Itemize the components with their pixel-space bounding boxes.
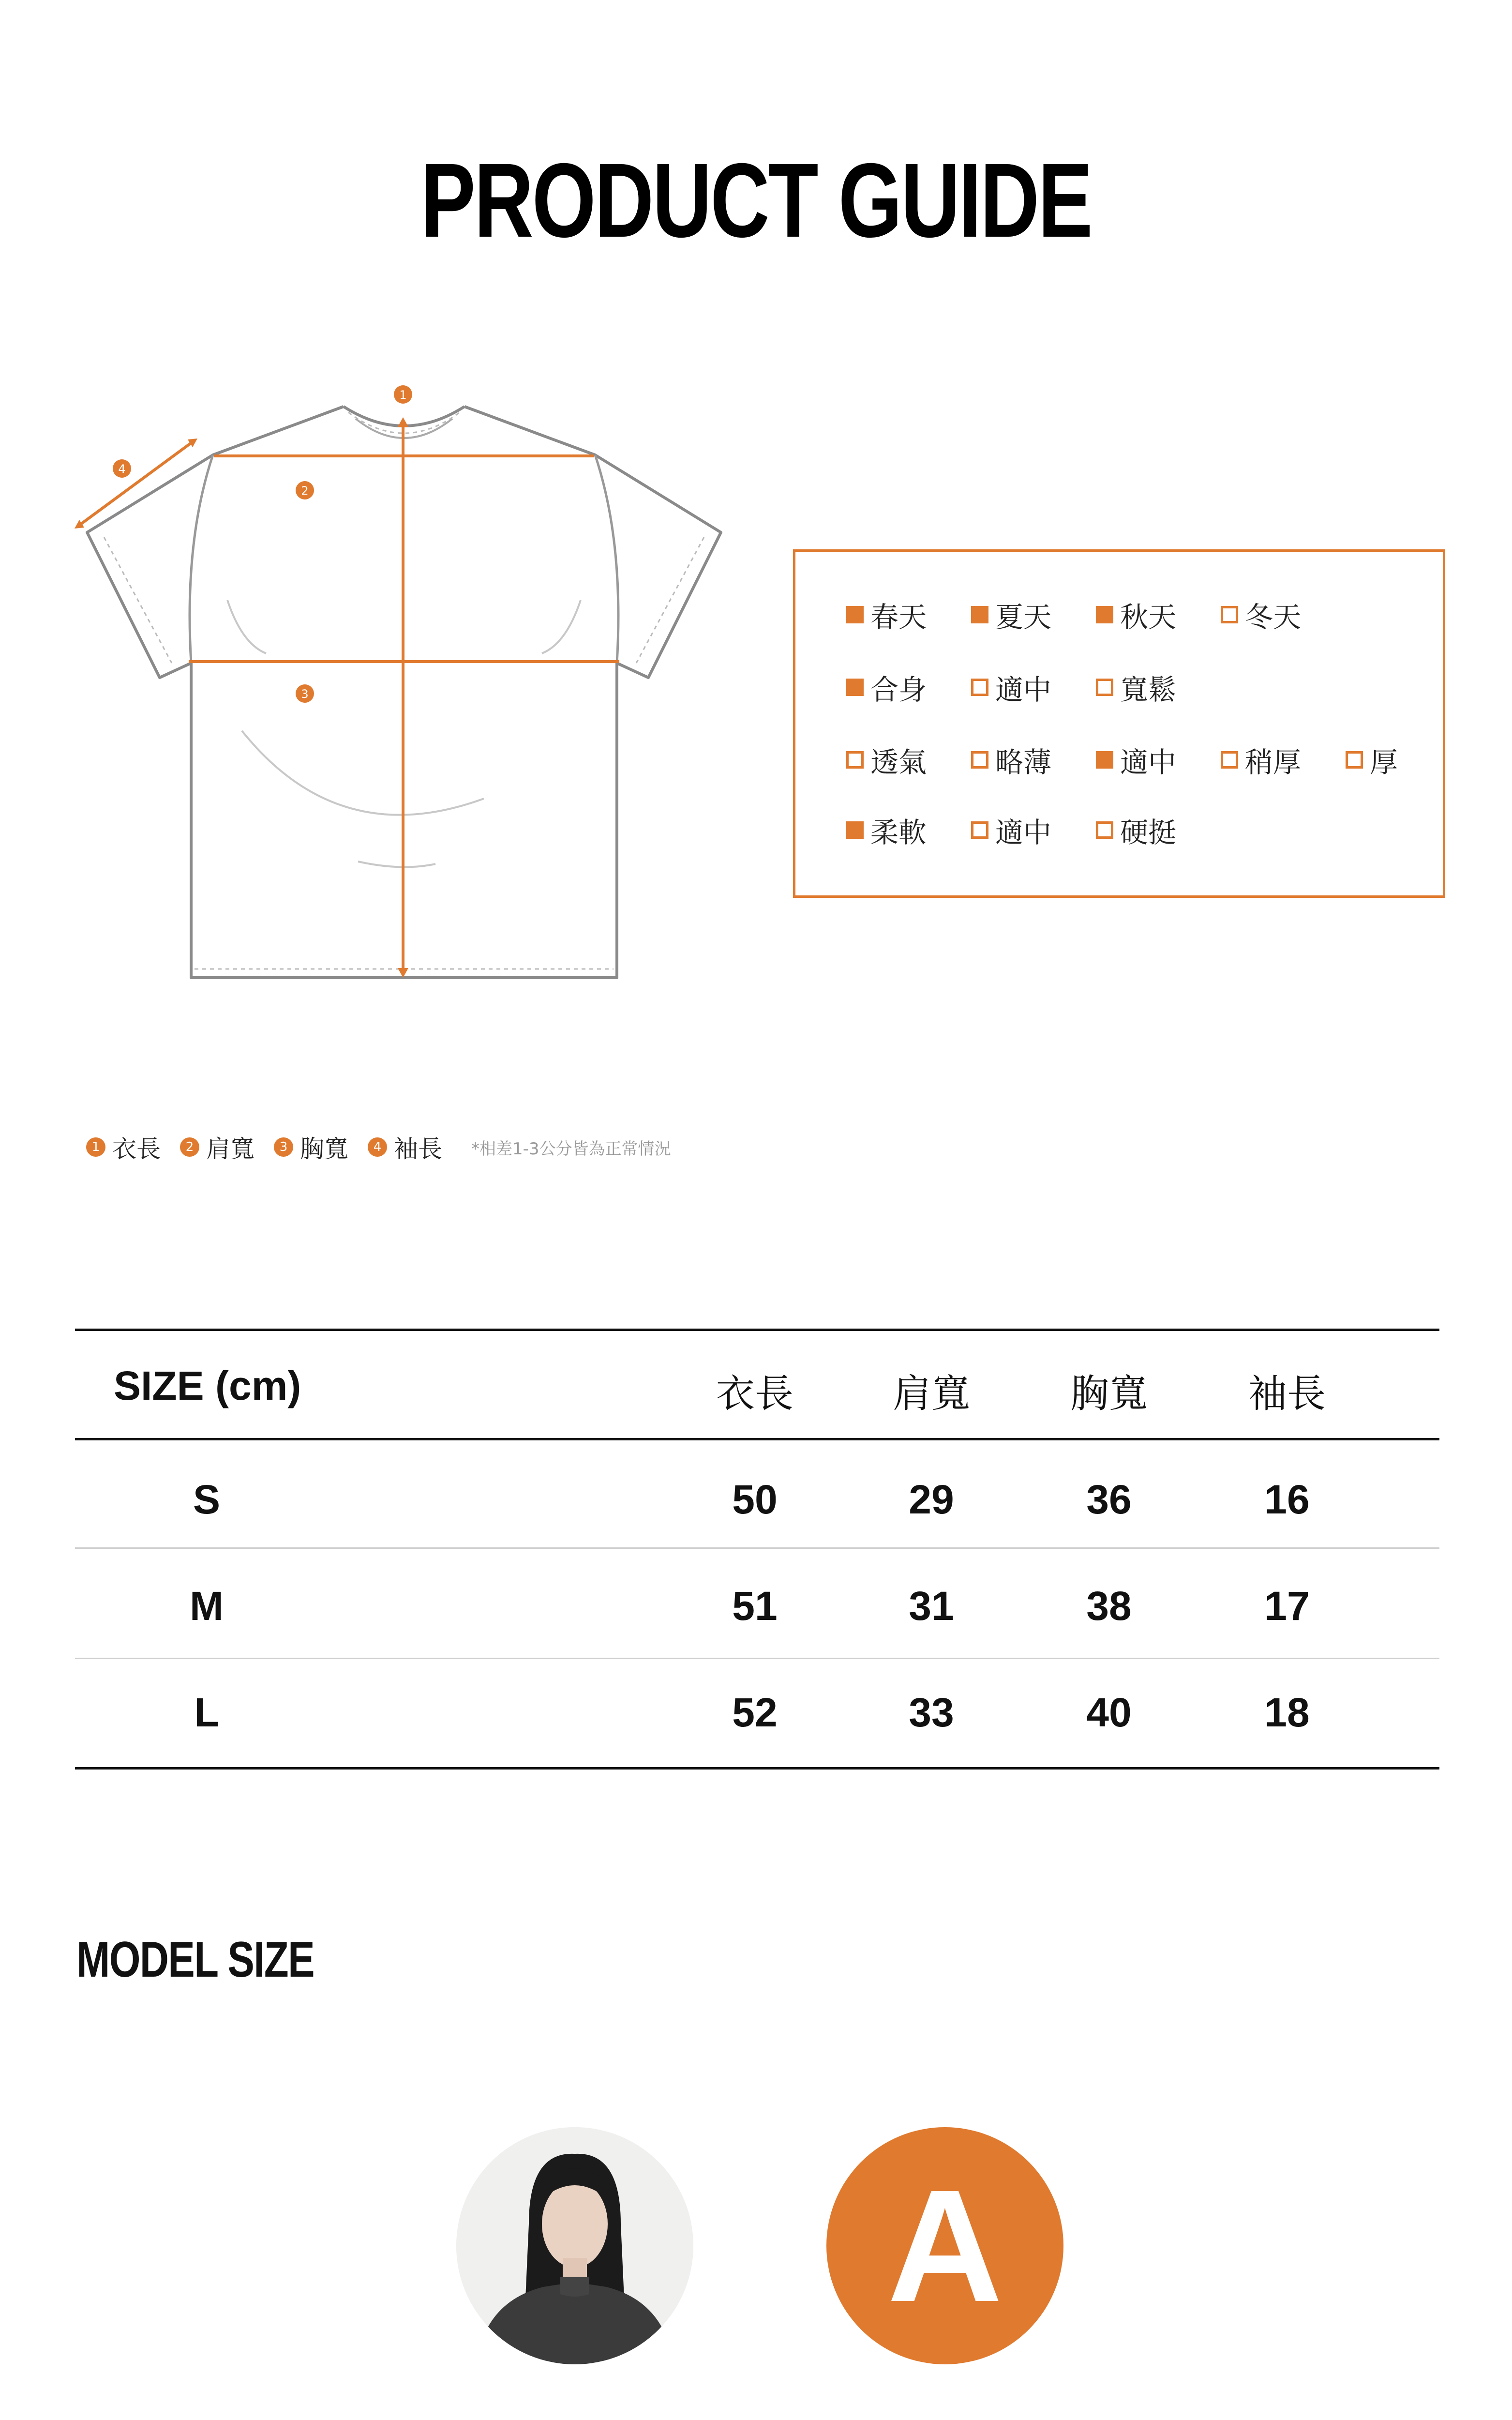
row-value: 36 xyxy=(1086,1477,1132,1522)
feature-fitted: 合身 xyxy=(846,670,971,704)
size-header: SIZE (cm) xyxy=(114,1363,301,1408)
row-divider xyxy=(75,1658,1439,1659)
marker-2: 2 xyxy=(301,484,309,498)
feature-soft: 柔軟 xyxy=(846,813,971,847)
legend-item-chest: 3 胸寬 xyxy=(274,1130,348,1165)
feature-autumn: 秋天 xyxy=(1096,598,1221,632)
table-top-border xyxy=(75,1329,1439,1331)
table-bottom-border xyxy=(75,1767,1439,1770)
checkbox-summer xyxy=(971,606,988,623)
column-header-chest: 胸寬 xyxy=(1070,1371,1148,1416)
row-value: 51 xyxy=(732,1583,778,1629)
checkbox-slightly-thick xyxy=(1221,751,1238,769)
feature-summer: 夏天 xyxy=(971,598,1096,632)
row-value: 50 xyxy=(732,1477,778,1522)
row-value: 17 xyxy=(1264,1583,1310,1629)
product-features-box xyxy=(793,549,1445,898)
legend-item-length: 1 衣長 xyxy=(86,1130,161,1165)
row-value: 33 xyxy=(909,1690,954,1735)
feature-winter: 冬天 xyxy=(1221,598,1346,632)
row-value: 38 xyxy=(1086,1583,1132,1629)
checkbox-breathable xyxy=(846,751,864,769)
checkbox-stiff xyxy=(1096,821,1113,839)
checkbox-spring xyxy=(846,606,864,623)
checkbox-thick xyxy=(1346,751,1363,769)
header-divider xyxy=(75,1438,1439,1440)
checkbox-texture-regular xyxy=(971,821,988,839)
checkbox-winter xyxy=(1221,606,1238,623)
avatar-letter: A xyxy=(887,2156,1003,2335)
column-header-shoulder: 肩寬 xyxy=(893,1371,970,1416)
row-value: 40 xyxy=(1086,1690,1132,1735)
legend-item-shoulder: 2 肩寬 xyxy=(180,1130,254,1165)
checkbox-thin xyxy=(971,751,988,769)
checkbox-autumn xyxy=(1096,606,1113,623)
column-header-sleeve: 袖長 xyxy=(1248,1371,1326,1416)
texture-row xyxy=(846,813,1221,847)
season-row xyxy=(846,598,1346,632)
tolerance-note: *相差1-3公分皆為正常情況 xyxy=(471,1139,671,1159)
feature-fit-regular: 適中 xyxy=(971,670,1096,704)
feature-thickness-regular: 適中 xyxy=(1096,743,1221,777)
feature-thick: 厚 xyxy=(1346,743,1418,777)
feature-stiff: 硬挺 xyxy=(1096,813,1221,847)
row-value: 31 xyxy=(909,1583,954,1629)
row-value: 29 xyxy=(909,1477,954,1522)
feature-slightly-thick: 稍厚 xyxy=(1221,743,1346,777)
model-size-title: MODEL SIZE xyxy=(76,1932,314,1988)
checkbox-loose xyxy=(1096,679,1113,696)
feature-loose: 寬鬆 xyxy=(1096,670,1221,704)
row-size: L xyxy=(194,1690,219,1735)
feature-spring: 春天 xyxy=(846,598,971,632)
marker-3: 3 xyxy=(301,687,309,701)
thickness-row xyxy=(846,743,1418,777)
row-value: 52 xyxy=(732,1690,778,1735)
row-value: 18 xyxy=(1264,1690,1310,1735)
legend-item-sleeve: 4 袖長 xyxy=(368,1130,442,1165)
checkbox-fit-regular xyxy=(971,679,988,696)
column-header-length: 衣長 xyxy=(716,1371,793,1416)
page-title: PRODUCT GUIDE xyxy=(420,142,1092,259)
checkbox-fitted xyxy=(846,679,864,696)
model-letter-avatar xyxy=(826,2127,1063,2364)
feature-thin: 略薄 xyxy=(971,743,1096,777)
row-size: S xyxy=(193,1477,221,1522)
marker-1: 1 xyxy=(399,388,407,402)
row-size: M xyxy=(190,1583,224,1629)
measurement-legend xyxy=(86,1130,671,1164)
model-photo-avatar xyxy=(456,2127,693,2364)
fit-row xyxy=(846,670,1221,704)
checkbox-thickness-regular xyxy=(1096,751,1113,769)
row-value: 16 xyxy=(1264,1477,1310,1522)
feature-breathable: 透氣 xyxy=(846,743,971,777)
tshirt-measurement-diagram xyxy=(68,373,745,1002)
row-divider xyxy=(75,1547,1439,1549)
checkbox-soft xyxy=(846,821,864,839)
feature-texture-regular: 適中 xyxy=(971,813,1096,847)
marker-4: 4 xyxy=(118,462,126,476)
model-portrait-image xyxy=(456,2127,693,2364)
